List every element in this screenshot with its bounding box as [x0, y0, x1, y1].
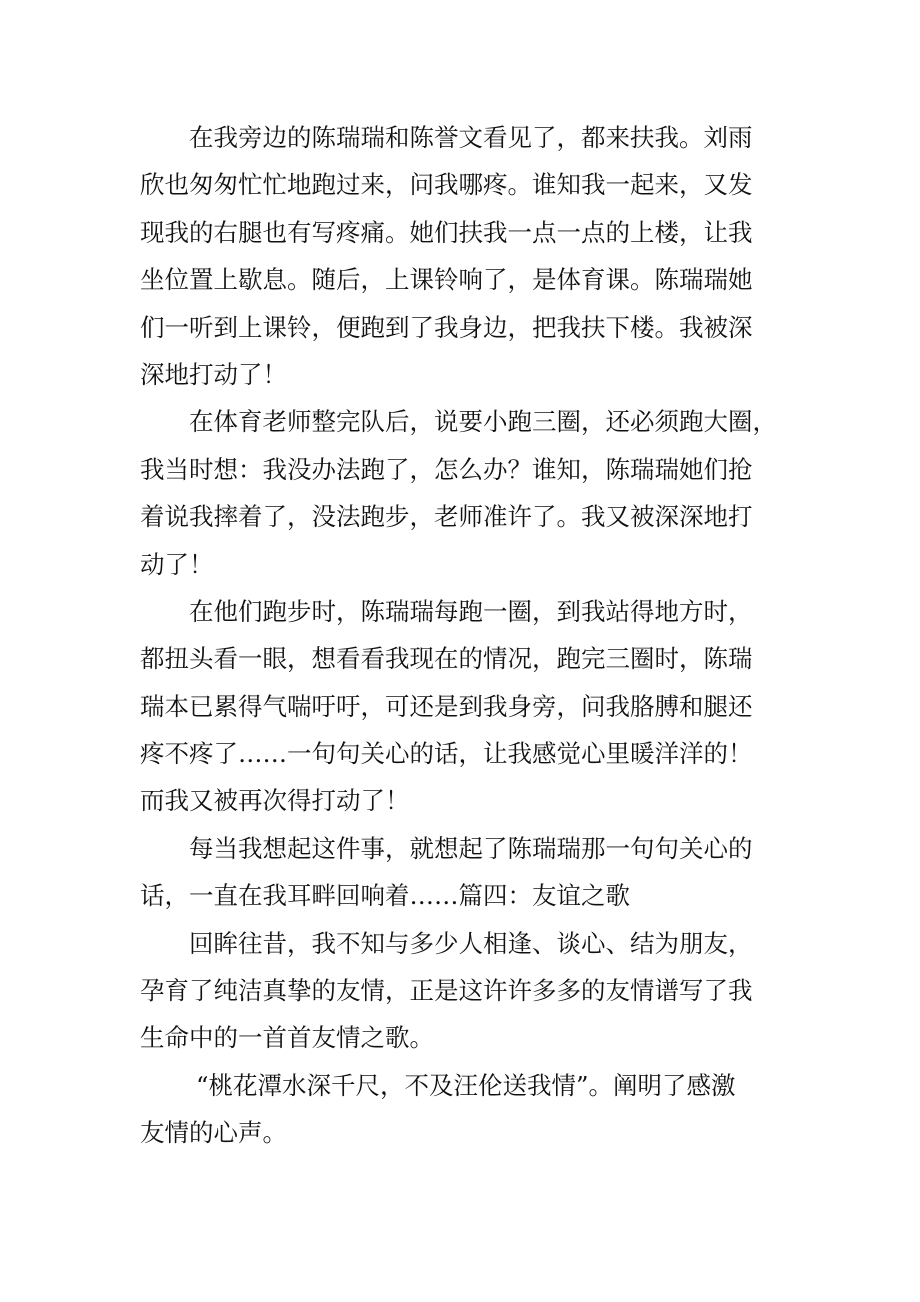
paragraph-4-line-1: 每当我想起这件事，就想起了陈瑞瑞那一句句关心的: [189, 833, 753, 863]
paragraph-3-line-1: 在他们跑步时，陈瑞瑞每跑一圈，到我站得地方时，: [189, 596, 753, 626]
paragraph-6-line-2: 友情的心声。: [140, 1118, 287, 1148]
paragraph-3-line-4: 疼不疼了……一句句关心的话，让我感觉心里暖洋洋的！: [140, 739, 753, 769]
document-body: [140, 114, 780, 1157]
paragraph-6-line-1: “桃花潭水深千尺，不及汪伦送我情”。阐明了感激: [196, 1070, 736, 1100]
paragraph-5-line-1: 回眸往昔，我不知与多少人相逢、谈心、结为朋友，: [189, 928, 753, 958]
paragraph-5-line-2: 孕育了纯洁真挚的友情，正是这许许多多的友情谱写了我: [140, 976, 753, 1006]
paragraph-3-line-3: 瑞本已累得气喘吁吁，可还是到我身旁，问我胳膊和腿还: [140, 691, 753, 721]
paragraph-1-line-6: 深地打动了！: [140, 359, 287, 389]
paragraph-1-line-2: 欣也匆匆忙忙地跑过来，问我哪疼。谁知我一起来，又发: [140, 170, 753, 200]
paragraph-2-line-4: 动了！: [140, 549, 214, 579]
paragraph-1-line-1: 在我旁边的陈瑞瑞和陈誉文看见了，都来扶我。刘雨: [189, 123, 753, 152]
paragraph-5-line-3: 生命中的一首首友情之歌。: [140, 1023, 434, 1053]
paragraph-3-line-5: 而我又被再次得打动了！: [140, 786, 410, 816]
paragraph-2-line-2: 我当时想：我没办法跑了，怎么办？谁知，陈瑞瑞她们抢: [140, 454, 753, 484]
paragraph-1-line-5: 们一听到上课铃，便跑到了我身边，把我扶下楼。我被深: [140, 312, 753, 342]
paragraph-2-line-1: 在体育老师整完队后，说要小跑三圈，还必须跑大圈，: [189, 407, 777, 437]
paragraph-1-line-3: 现我的右腿也有写疼痛。她们扶我一点一点的上楼，让我: [140, 217, 753, 247]
paragraph-3-line-2: 都扭头看一眼，想看看我现在的情况，跑完三圈时，陈瑞: [140, 644, 753, 674]
paragraph-2-line-3: 着说我摔着了，没法跑步，老师准许了。我又被深深地打: [140, 502, 753, 532]
paragraph-1-line-4: 坐位置上歇息。随后，上课铃响了，是体育课。陈瑞瑞她: [140, 265, 753, 295]
paragraph-4-line-2: 话，一直在我耳畔回响着……篇四：友谊之歌: [140, 881, 630, 911]
